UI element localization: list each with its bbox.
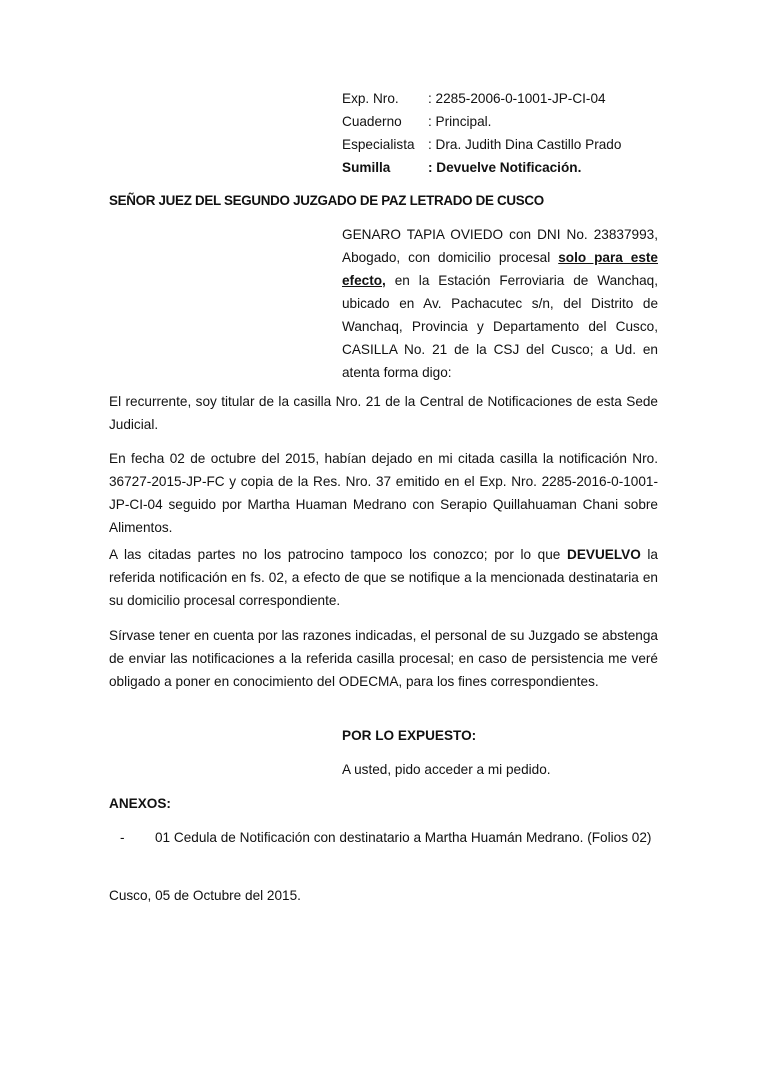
annexes-heading: ANEXOS: (109, 796, 171, 811)
case-header (342, 91, 621, 183)
header-row-sumilla (342, 160, 621, 183)
addressee-heading: SEÑOR JUEZ DEL SEGUNDO JUZGADO DE PAZ LETRADO DE CUSCO (109, 193, 544, 208)
paragraph-text: la referida notificación en fs. 02, a efecto de que se notifique a la mencionada destinataria en su domicilio procesal correspondiente. (109, 547, 658, 608)
closing-heading: POR LO EXPUESTO: (342, 728, 477, 743)
header-label: Sumilla (342, 160, 391, 175)
intro-paragraph (342, 223, 658, 384)
paragraph-text: A las citadas partes no los patrocino tampoco los conozco; por lo que (109, 547, 567, 562)
intro-text: en la Estación Ferroviaria de Wanchaq, ubicado en Av. Pachacutec s/n, del Distrito de Wanchaq, Provincia y Departamento del Cusco, CASILLA No. 21 de la CSJ del Cusco; a Ud. en atenta forma digo: (342, 273, 658, 380)
header-label: Exp. Nro. (342, 91, 399, 106)
paragraph-3 (109, 543, 658, 612)
intro-emphasis: solo para este efecto, (342, 250, 658, 288)
closing-request: A usted, pido acceder a mi pedido. (342, 762, 551, 777)
header-row-expediente (342, 91, 621, 114)
annex-text: 01 Cedula de Notificación con destinatario a Martha Huamán Medrano. (Folios 02) (155, 830, 652, 845)
header-value: : Devuelve Notificación. (428, 160, 582, 175)
header-row-cuaderno (342, 114, 621, 137)
header-label: Cuaderno (342, 114, 402, 129)
header-value: : 2285-2006-0-1001-JP-CI-04 (428, 91, 606, 106)
paragraph-4: Sírvase tener en cuenta por las razones indicadas, el personal de su Juzgado se abstenga de enviar las notificaciones a la referida casilla procesal; en caso de persistencia me veré obligado a poner en conocimiento del ODECMA, para los fines correspondientes. (109, 628, 658, 689)
intro-text: GENARO TAPIA OVIEDO con DNI No. 23837993, Abogado, con domicilio procesal (342, 227, 658, 265)
header-label: Especialista (342, 137, 415, 152)
place-date: Cusco, 05 de Octubre del 2015. (109, 888, 301, 903)
header-row-especialista (342, 137, 621, 160)
header-value: : Principal. (428, 114, 492, 129)
list-dash: - (120, 830, 125, 845)
paragraph-bold: DEVUELVO (567, 547, 641, 562)
paragraph-1: El recurrente, soy titular de la casilla Nro. 21 de la Central de Notificaciones de esta Sede Judicial. (109, 394, 658, 432)
paragraph-2: En fecha 02 de octubre del 2015, habían dejado en mi citada casilla la notificación Nro. 36727-2015-JP-FC y copia de la Res. Nro. 37 emitido en el Exp. Nro. 2285-2016-0-1001-JP-CI-04 seguido por Martha Huaman Medrano con Serapio Quillahuaman Chani sobre Alimentos. (109, 451, 658, 535)
header-value: : Dra. Judith Dina Castillo Prado (428, 137, 622, 152)
